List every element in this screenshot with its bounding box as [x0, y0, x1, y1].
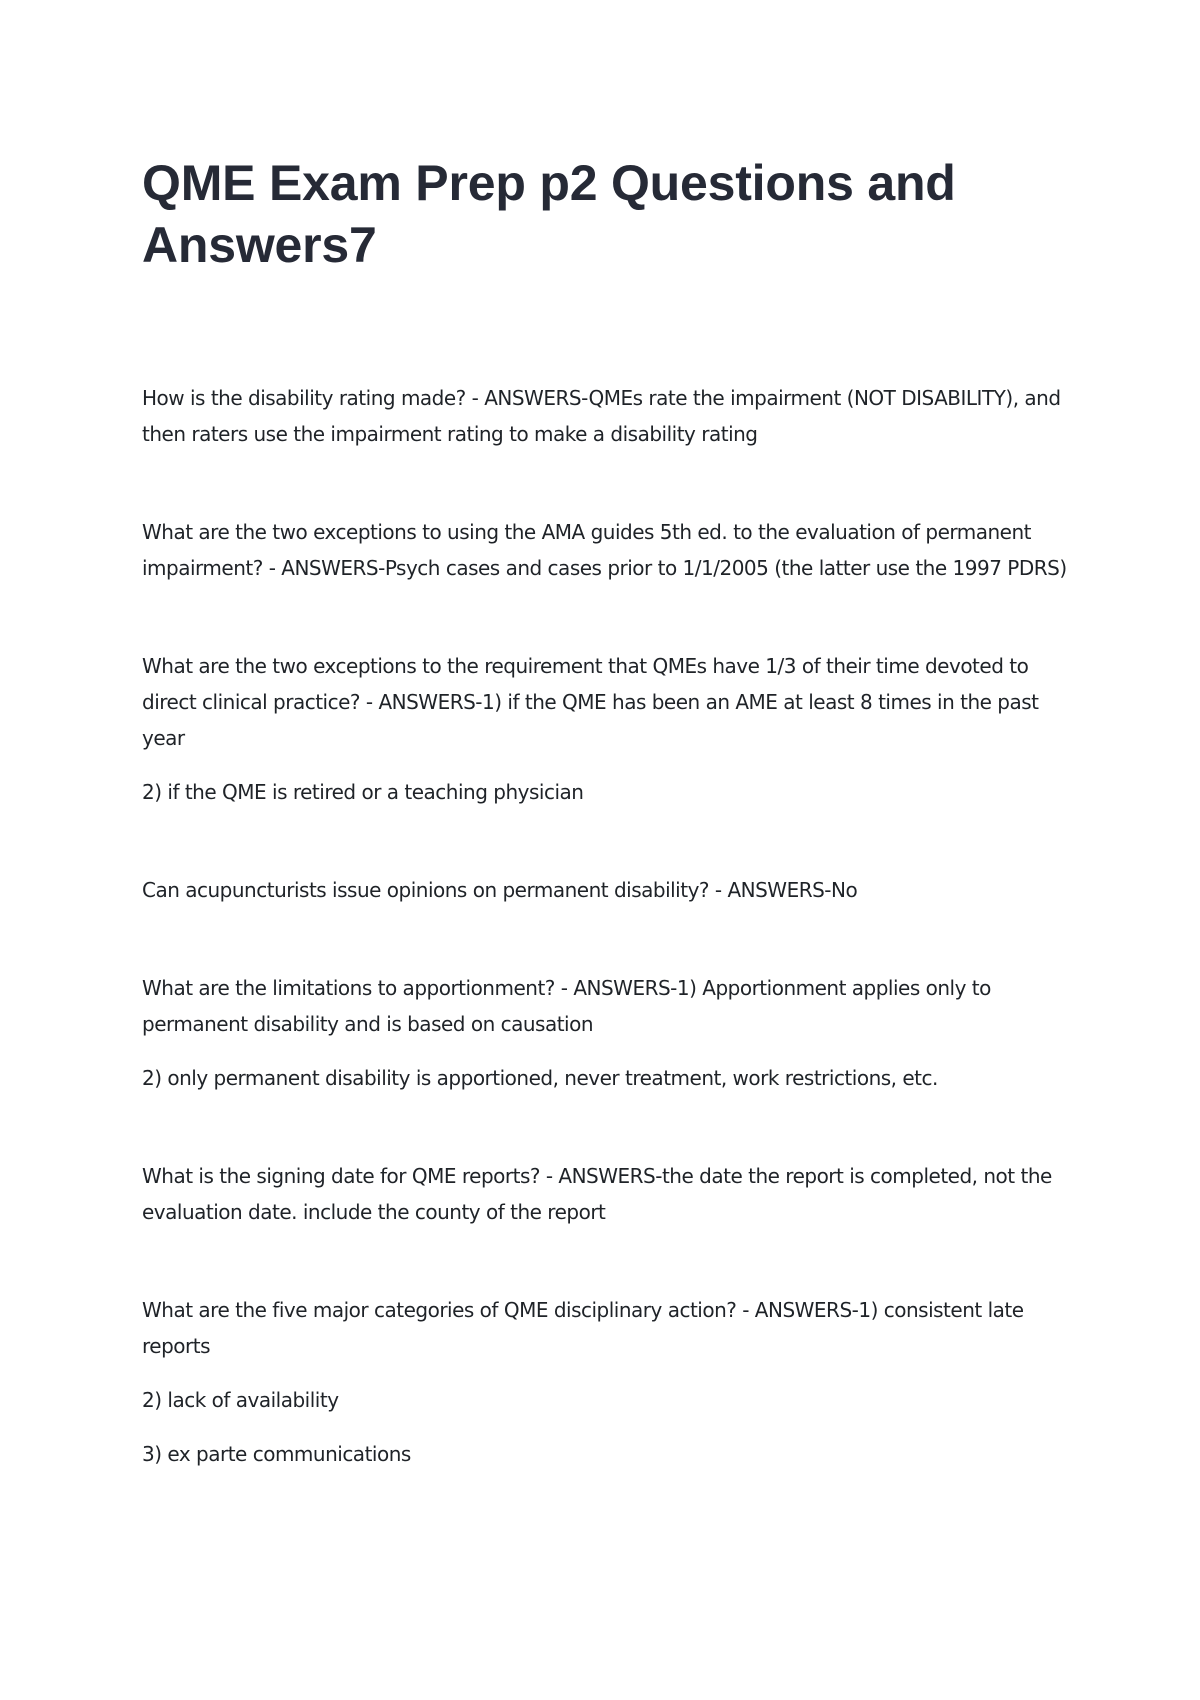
qa-paragraph: How is the disability rating made? - ANSWERS-QMEs rate the impairment (NOT DISABILITY), and then raters use the impairment rating to make a disability rating — [142, 386, 1061, 446]
qa-paragraph: 2) only permanent disability is apportioned, never treatment, work restrictions, etc. — [142, 1066, 938, 1090]
qa-paragraph: 2) if the QME is retired or a teaching physician — [142, 780, 584, 804]
qa-entry — [142, 970, 1072, 1096]
qa-entry — [142, 1292, 1072, 1472]
qa-paragraph: Can acupuncturists issue opinions on permanent disability? - ANSWERS-No — [142, 878, 858, 902]
qa-paragraph: What are the limitations to apportionment? - ANSWERS-1) Apportionment applies only to permanent disability and is based on causation — [142, 976, 991, 1036]
qa-entry — [142, 648, 1072, 810]
qa-entry — [142, 514, 1072, 586]
qa-entry — [142, 1158, 1072, 1230]
qa-entry — [142, 380, 1072, 452]
qa-paragraph: What are the two exceptions to the requirement that QMEs have 1/3 of their time devoted to direct clinical practice? - ANSWERS-1) if the QME has been an AME at least 8 times in the past year — [142, 654, 1039, 750]
qa-entry — [142, 872, 1072, 908]
qa-paragraph: What are the five major categories of QME disciplinary action? - ANSWERS-1) consistent late reports — [142, 1298, 1024, 1358]
qa-paragraph: 3) ex parte communications — [142, 1442, 411, 1466]
qa-paragraph: What are the two exceptions to using the AMA guides 5th ed. to the evaluation of permanent impairment? - ANSWERS-Psych cases and cases prior to 1/1/2005 (the latter use the 1997 PDRS) — [142, 520, 1067, 580]
qa-paragraph: What is the signing date for QME reports? - ANSWERS-the date the report is completed, not the evaluation date. include the county of the report — [142, 1164, 1052, 1224]
qa-paragraph: 2) lack of availability — [142, 1388, 339, 1412]
qa-list — [142, 380, 1072, 1534]
document-title: QME Exam Prep p2 Questions and Answers7 — [142, 155, 956, 273]
